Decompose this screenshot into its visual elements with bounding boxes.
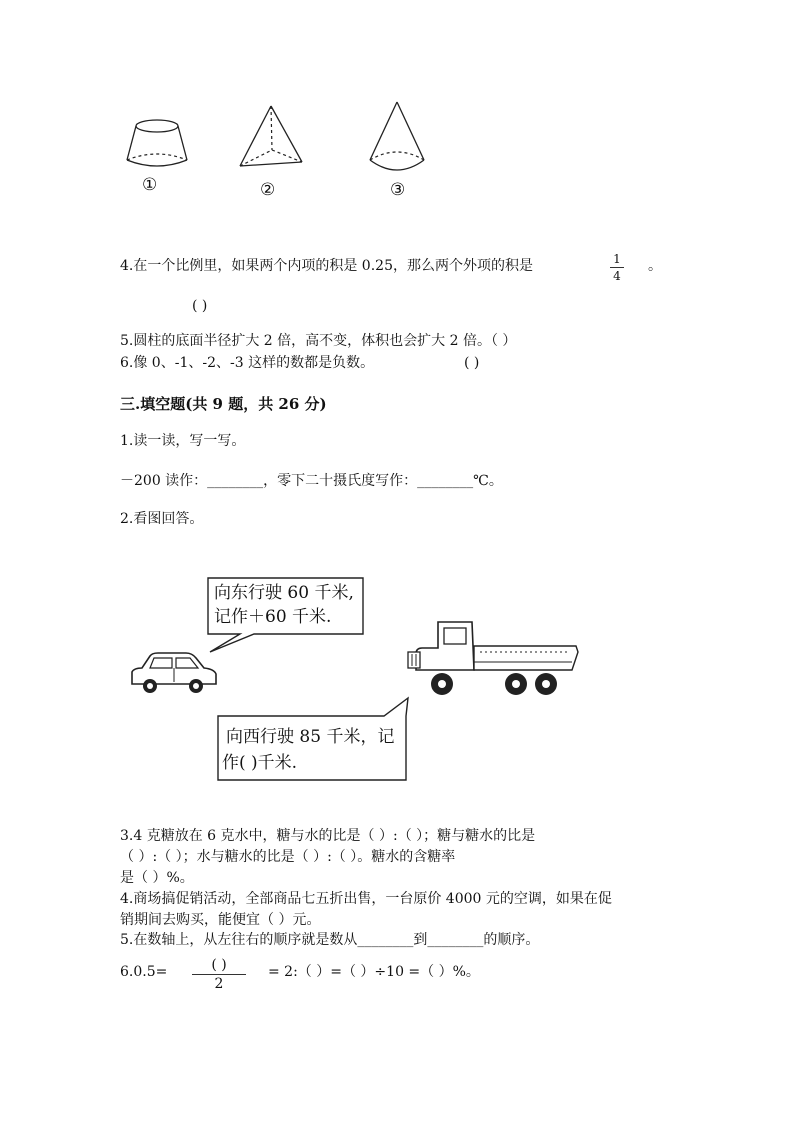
frustum-figure [122,112,192,172]
shape-label-1: ① [142,175,158,195]
fill-question-4-line1: 4.商场搞促销活动，全部商品七五折出售，一台原价 4000 元的空调，如果在促 [120,891,612,907]
fill-question-3-line1: 3.4 克糖放在 6 克水中，糖与水的比是（ ）:（ ）；糖与糖水的比是 [120,828,536,844]
cone-figure [362,100,432,180]
shape-label-3: ③ [390,180,406,200]
fraction-blank-over-two [192,957,246,992]
judge-q4-end: 。 [648,258,662,274]
fill-question-1: 1.读一读，写一写。 [120,433,246,449]
fill-question-4-line2: 销期间去购买，能便宜（ ）元。 [120,912,321,928]
fraction-one-quarter [610,252,624,283]
fill-question-5: 5.在数轴上，从左往右的顺序就是数从________到________的顺序。 [120,932,540,948]
car-illustration [128,648,220,696]
truck-illustration [408,618,580,700]
fill-question-2: 2.看图回答。 [120,511,204,527]
fill-question-1-blanks: －200 读作：________，零下二十摄氏度写作：________℃。 [120,473,503,489]
fill-question-6-prefix: 6.0.5= [120,964,168,980]
bubble-west-line2: 作( )千米. [222,753,298,773]
fraction-numerator: 1 [613,252,621,266]
fraction-denominator: 4 [613,269,621,283]
judge-question-6: 6.像 0、-1、-2、-3 这样的数都是负数。 [120,355,375,371]
bubble-west-line1: 向西行驶 85 千米，记 [226,727,395,747]
fill-question-6-rest: = 2:（ ）=（ ）÷10 =（ ）%。 [268,964,480,980]
judge-q6-answer-paren[interactable]: ( ) [464,355,480,371]
bubble-east-line1: 向东行驶 60 千米, [214,583,354,603]
fraction-numerator-blank[interactable]: ( ) [211,957,227,973]
fill-question-3-line2: （ ）:（ ）；水与糖水的比是（ ）:（ ）。糖水的含糖率 [120,849,456,865]
fill-question-3-line3: 是（ ）%。 [120,870,194,886]
bubble-east-line2: 记作＋60 千米. [214,607,332,627]
judge-question-4: 4.在一个比例里，如果两个内项的积是 0.25，那么两个外项的积是 [120,258,533,274]
pyramid-figure [236,104,306,174]
judge-q4-answer-paren[interactable]: ( ) [192,298,208,314]
fraction-denominator-two: 2 [214,976,224,992]
section-title: 三.填空题(共 9 题，共 26 分) [120,395,327,413]
judge-question-5: 5.圆柱的底面半径扩大 2 倍，高不变，体积也会扩大 2 倍。（ ） [120,333,517,349]
shape-label-2: ② [260,180,276,200]
